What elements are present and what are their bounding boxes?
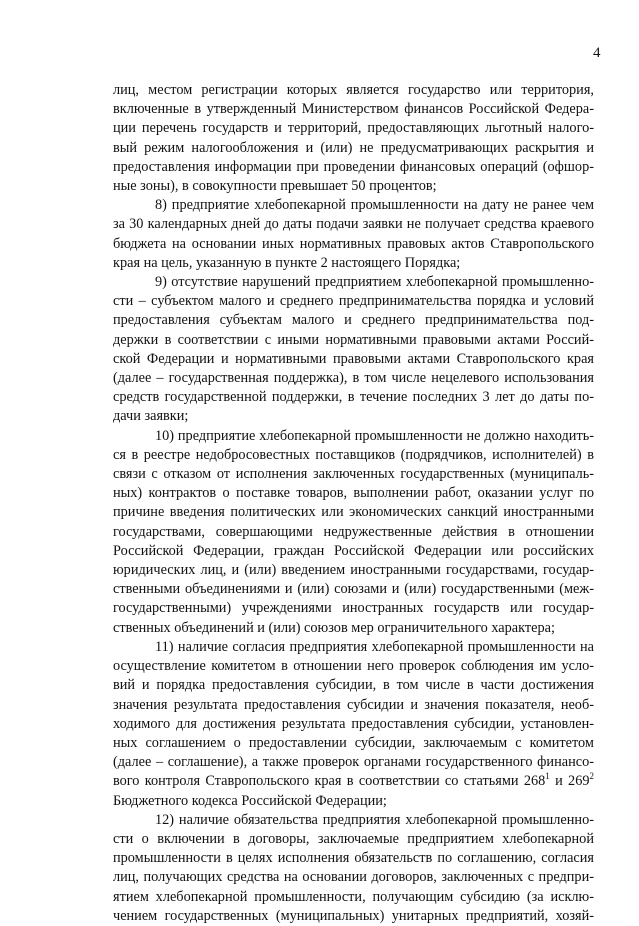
text-line: ственными объединениями и (или) союзами и (или) государственными (меж-	[113, 581, 594, 598]
text-line: 8) предприятие хлебопекарной промышленности на дату не ранее чем	[155, 197, 594, 214]
text-line	[113, 772, 594, 791]
text-line: сти – субъектом малого и среднего предпринимательства порядка и условий	[113, 293, 594, 310]
text-line: вый режим налогообложения и (или) не предусматривающих раскрытия и	[113, 139, 594, 156]
paragraph-offshore-share	[113, 81, 594, 196]
text-line: государственными) учреждениями иностранных государств или государ-	[113, 600, 594, 617]
page-number: 4	[593, 45, 601, 61]
text-line: предоставления субъектам малого и среднего предпринимательства под-	[113, 312, 594, 329]
text-line: держки в соответствии с иными нормативными правовыми актами Россий-	[113, 331, 594, 348]
text-line: 11) наличие согласия предприятия хлебопекарной промышленности на	[155, 638, 594, 655]
text-line: причине введения политических или экономических санкций иностранными	[113, 504, 594, 521]
text-line: Российской Федерации, граждан Российской Федерации или российских	[113, 542, 594, 559]
text-run: и 269	[549, 773, 590, 790]
text-line: юридических лиц, и (или) введением иностранными государствами, государ-	[113, 562, 594, 579]
text-line: значения результата предоставления субсидии и значения показателя, необ-	[113, 696, 594, 713]
text-line: 10) предприятие хлебопекарной промышленности не должно находить-	[155, 427, 594, 444]
text-line: дачи заявки;	[113, 408, 189, 425]
text-line: сти о включении в договоры, заключаемые предприятием хлебопекарной	[113, 830, 594, 847]
text-line: бюджета на основании иных нормативных правовых актов Ставропольского	[113, 235, 594, 252]
paragraph-item-10	[113, 427, 594, 638]
paragraph-item-9	[113, 273, 594, 427]
superscript: 1	[545, 771, 550, 782]
text-line: 9) отсутствие нарушений предприятием хлебопекарной промышленно-	[155, 274, 594, 291]
text-line: (далее – государственная поддержка), в том числе нецелевого использования	[113, 370, 594, 387]
text-line: 12) наличие обязательства предприятия хлебопекарной промышленно-	[155, 811, 594, 828]
text-line: чением государственных (муниципальных) унитарных предприятий, хозяй-	[113, 907, 594, 924]
text-line: включенные в утвержденный Министерством финансов Российской Федера-	[113, 101, 594, 118]
paragraph-item-11	[113, 638, 594, 811]
text-line: ской Федерации и нормативными правовыми актами Ставропольского края	[113, 350, 594, 367]
text-line: края на цель, указанную в пункте 2 настоящего Порядка;	[113, 254, 461, 271]
superscript: 2	[589, 771, 594, 782]
text-line: ся в реестре недобросовестных поставщиков (подрядчиков, исполнителей) в	[113, 446, 594, 463]
text-line: предоставления информации при проведении финансовых операций (офшор-	[113, 158, 594, 175]
text-line: осуществление комитетом в отношении него проверок соблюдения им усло-	[113, 658, 594, 675]
text-line: ятием хлебопекарной промышленности, получающим субсидию (за исклю-	[113, 888, 594, 905]
text-line: государствами, совершающими недружественные действия в отношении	[113, 523, 594, 540]
text-run: вого контроля Ставропольского края в соответствии со статьями 268	[113, 773, 546, 790]
text-line: лиц, получающих средства на основании договоров, заключенных с предпри-	[113, 869, 594, 886]
paragraph-item-12	[113, 811, 594, 926]
text-line: ции перечень государств и территорий, предоставляющих льготный налого-	[113, 120, 594, 137]
text-line: ходимого для достижения результата предоставления субсидии, установлен-	[113, 715, 594, 732]
text-line: ные зоны), в совокупности превышает 50 процентов;	[113, 178, 437, 195]
text-line: за 30 календарных дней до даты подачи заявки не получает средства краевого	[113, 216, 594, 233]
text-line: лиц, местом регистрации которых является государство или территория,	[113, 82, 594, 98]
text-line: средств государственной поддержки, в течение последних 3 лет до даты по-	[113, 389, 594, 406]
text-line: ственных объединений и (или) союзов мер ограничительного характера;	[113, 619, 555, 636]
document-body	[113, 81, 594, 926]
paragraph-item-8	[113, 196, 594, 273]
text-line: (далее – соглашение), а также проверок органами государственного финансо-	[113, 754, 594, 771]
text-line: ных соглашением о предоставлении субсидии, заключаемым с комитетом	[113, 734, 594, 751]
text-line: промышленности в целях исполнения обязательств по соглашению, согласия	[113, 850, 594, 867]
text-line: вий и порядка предоставления субсидии, в том числе в части достижения	[113, 677, 594, 694]
text-line: Бюджетного кодекса Российской Федерации;	[113, 792, 387, 809]
text-line: связи с отказом от исполнения заключенных государственных (муниципаль-	[113, 466, 594, 483]
text-line: ных) контрактов о поставке товаров, выполнении работ, оказании услуг по	[113, 485, 594, 502]
